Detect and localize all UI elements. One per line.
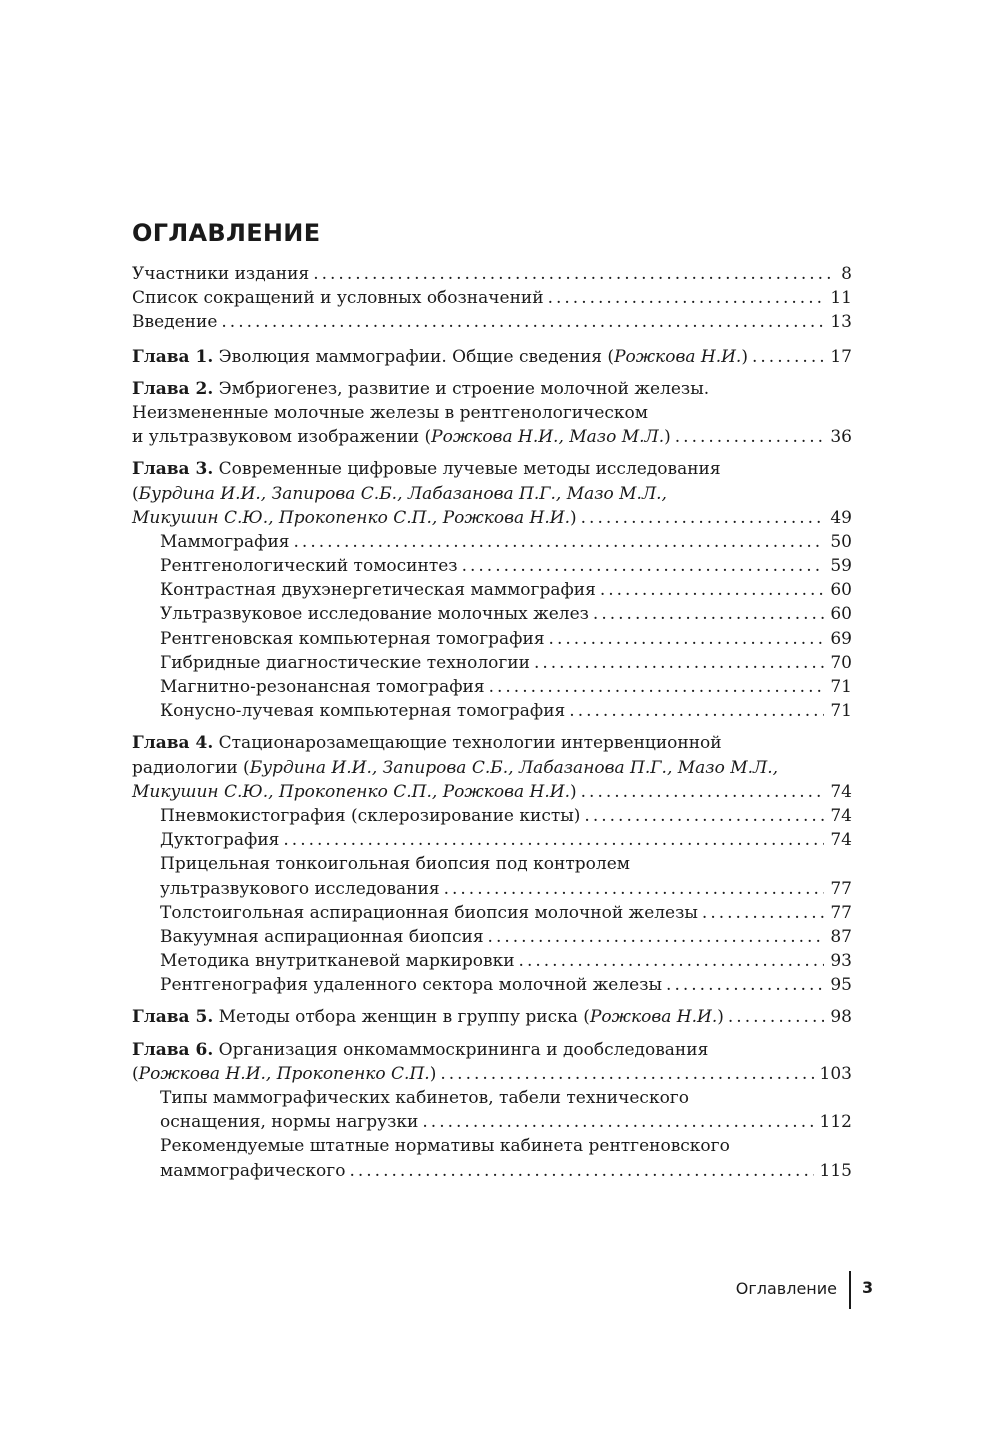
chapter-authors: Рожкова Н.И. — [614, 346, 742, 367]
toc-subsection[interactable]: Типы маммографических кабинетов, табели технического оснащения, нормы нагрузки . . . 112 — [132, 1086, 852, 1134]
toc-entry-title: Введение — [132, 312, 218, 333]
toc-entry-introduction[interactable] — [132, 310, 852, 334]
dot-leader — [666, 973, 824, 997]
toc-page-number: 93 — [830, 951, 852, 972]
toc-subsection[interactable]: Ультразвуковое исследование молочных желез . . . 60 — [132, 602, 852, 626]
page-number: 3 — [862, 1278, 874, 1297]
dot-leader — [593, 602, 824, 626]
toc-subsection[interactable]: Вакуумная аспирационная биопсия . . . 87 — [132, 925, 852, 949]
toc-page-number: 74 — [830, 781, 852, 802]
dot-leader — [548, 286, 825, 310]
toc-subsection[interactable]: Толстоигольная аспирационная биопсия молочной железы . . . 77 — [132, 901, 852, 925]
toc-page-number: 70 — [830, 652, 852, 673]
dot-leader — [675, 425, 825, 449]
dot-leader — [444, 877, 825, 901]
chapter-authors: Бурдина И.И., Запирова С.Б., Лабазанова П.Г., Мазо М.Л., — [249, 757, 779, 778]
toc-chapter-5[interactable] — [132, 1005, 852, 1029]
toc-page-number: 17 — [830, 346, 852, 367]
chapter-label: Глава 2. — [132, 378, 214, 399]
dot-leader — [349, 1159, 813, 1183]
dot-leader — [752, 345, 824, 369]
toc-entry-title: Список сокращений и условных обозначений — [132, 288, 544, 309]
toc-subsection[interactable]: Пневмокистография (склерозирование кисты) . . . 74 — [132, 804, 852, 828]
chapter-label: Глава 5. — [132, 1007, 214, 1028]
toc-page-number: 59 — [830, 556, 852, 577]
chapter-label: Глава 3. — [132, 459, 214, 480]
toc-subsection[interactable]: Методика внутритканевой маркировки . . . 93 — [132, 949, 852, 973]
toc-subsection[interactable]: Прицельная тонкоигольная биопсия под контролем ультразвукового исследования . . . 77 — [132, 852, 852, 900]
chapter-label: Глава 4. — [132, 733, 214, 754]
toc-subsection[interactable]: Рентгенография удаленного сектора молочной железы . . . 95 — [132, 973, 852, 997]
footer-divider — [849, 1271, 851, 1309]
toc-subsection[interactable]: Рентгеновская компьютерная томография . . . 69 — [132, 627, 852, 651]
toc-subsection[interactable]: Конусно-лучевая компьютерная томография . . . 71 — [132, 699, 852, 723]
dot-leader — [440, 1062, 813, 1086]
dot-leader — [422, 1110, 813, 1134]
running-footer-title: Оглавление — [735, 1279, 837, 1298]
dot-leader — [313, 262, 830, 286]
toc-page-number: 13 — [830, 312, 852, 333]
toc-page-number: 60 — [830, 604, 852, 625]
toc-chapter-6[interactable]: Глава 6. Организация онкомаммоскрининга и дообследования (Рожкова Н.И., Прокопенко С.П.) . . . 103 — [132, 1038, 852, 1086]
toc-entry-abbreviations[interactable] — [132, 286, 852, 310]
toc-subsection[interactable]: Дуктография . . . 74 — [132, 828, 852, 852]
chapter-authors: Рожкова Н.И., Прокопенко С.П. — [138, 1063, 430, 1084]
toc-page-number: 11 — [830, 288, 852, 309]
toc-page-number: 95 — [830, 975, 852, 996]
toc-subsection[interactable]: Рекомендуемые штатные нормативы кабинета рентгеновского маммографического . . . 115 — [132, 1134, 852, 1182]
toc-page-number: 74 — [830, 830, 852, 851]
toc-page-number: 49 — [830, 507, 852, 528]
toc-page-number: 74 — [830, 805, 852, 826]
chapter-authors: Микушин С.Ю., Прокопенко С.П., Рожкова Н.И. — [132, 781, 570, 802]
toc-page-number: 60 — [830, 580, 852, 601]
dot-leader — [534, 651, 824, 675]
chapter-authors: Микушин С.Ю., Прокопенко С.П., Рожкова Н.И. — [132, 507, 570, 528]
dot-leader — [728, 1005, 824, 1029]
dot-leader — [584, 804, 824, 828]
toc-page-number: 112 — [819, 1112, 852, 1133]
chapter-authors: Рожкова Н.И. — [589, 1007, 718, 1028]
chapter-label: Глава 6. — [132, 1039, 214, 1060]
chapter-title: Глава 5. Методы отбора женщин в группу риска (Рожкова Н.И.) — [132, 1007, 724, 1028]
toc-chapter-4[interactable]: Глава 4. Стационарозамещающие технологии интервенционной радиологии (Бурдина И.И., Запирова С.Б., Лабазанова П.Г., Мазо М.Л., Микушин С.Ю., Прокопенко С.П., Рожкова Н.И.) . . . 74 — [132, 731, 852, 804]
dot-leader — [488, 925, 825, 949]
table-of-contents — [132, 262, 852, 1183]
chapter-authors: Бурдина И.И., Запирова С.Б., Лабазанова П.Г., Мазо М.Л., — [138, 483, 667, 504]
dot-leader — [221, 310, 824, 334]
toc-page-number: 71 — [830, 677, 852, 697]
toc-page-number: 77 — [830, 878, 852, 899]
toc-subsection[interactable]: Магнитно-резонансная томография . . . 71 — [132, 675, 852, 699]
toc-subsection[interactable]: Контрастная двухэнергетическая маммография . . . 60 — [132, 578, 852, 602]
chapter-authors: Рожкова Н.И., Мазо М.Л. — [431, 427, 665, 448]
dot-leader — [549, 627, 825, 651]
dot-leader — [283, 828, 824, 852]
toc-page-number: 69 — [830, 628, 852, 649]
toc-chapter-3[interactable]: Глава 3. Современные цифровые лучевые методы исследования (Бурдина И.И., Запирова С.Б., Лабазанова П.Г., Мазо М.Л., Микушин С.Ю., Прокопенко С.П., Рожкова Н.И.) . . . 49 — [132, 457, 852, 530]
toc-page-number: 98 — [830, 1007, 852, 1028]
dot-leader — [519, 949, 825, 973]
toc-chapter-2[interactable]: Глава 2. Эмбриогенез, развитие и строение молочной железы. Неизмененные молочные железы в рентгенологическом и ультразвуковом изображении (Рожкова Н.И., Мазо М.Л.) . . . 36 — [132, 377, 852, 450]
toc-page-number: 115 — [819, 1160, 852, 1181]
toc-subsection[interactable]: Маммография . . . 50 — [132, 530, 852, 554]
toc-subsection[interactable]: Гибридные диагностические технологии . . . 70 — [132, 651, 852, 675]
toc-page-number: 103 — [819, 1063, 852, 1084]
toc-entry-title: Участники издания — [132, 264, 310, 284]
page-title: ОГЛАВЛЕНИЕ — [132, 219, 321, 247]
toc-page-number: 50 — [830, 531, 852, 552]
toc-page-number: 87 — [830, 926, 852, 947]
dot-leader — [569, 699, 824, 723]
toc-entry-contributors[interactable] — [132, 262, 852, 286]
dot-leader — [581, 780, 825, 804]
dot-leader — [462, 554, 825, 578]
toc-page-number: 36 — [830, 427, 852, 448]
dot-leader — [581, 506, 825, 530]
toc-subsection[interactable]: Рентгенологический томосинтез . . . 59 — [132, 554, 852, 578]
toc-page-number: 77 — [830, 902, 852, 923]
toc-page-number: 8 — [841, 264, 852, 284]
toc-chapter-1[interactable] — [132, 345, 852, 369]
dot-leader — [489, 675, 825, 699]
toc-page-number: 71 — [830, 701, 852, 722]
chapter-title: Глава 1. Эволюция маммографии. Общие сведения (Рожкова Н.И.) — [132, 346, 748, 367]
dot-leader — [702, 901, 824, 925]
chapter-label: Глава 1. — [132, 346, 214, 367]
page-footer — [0, 1271, 1000, 1311]
dot-leader — [294, 530, 825, 554]
dot-leader — [600, 578, 825, 602]
